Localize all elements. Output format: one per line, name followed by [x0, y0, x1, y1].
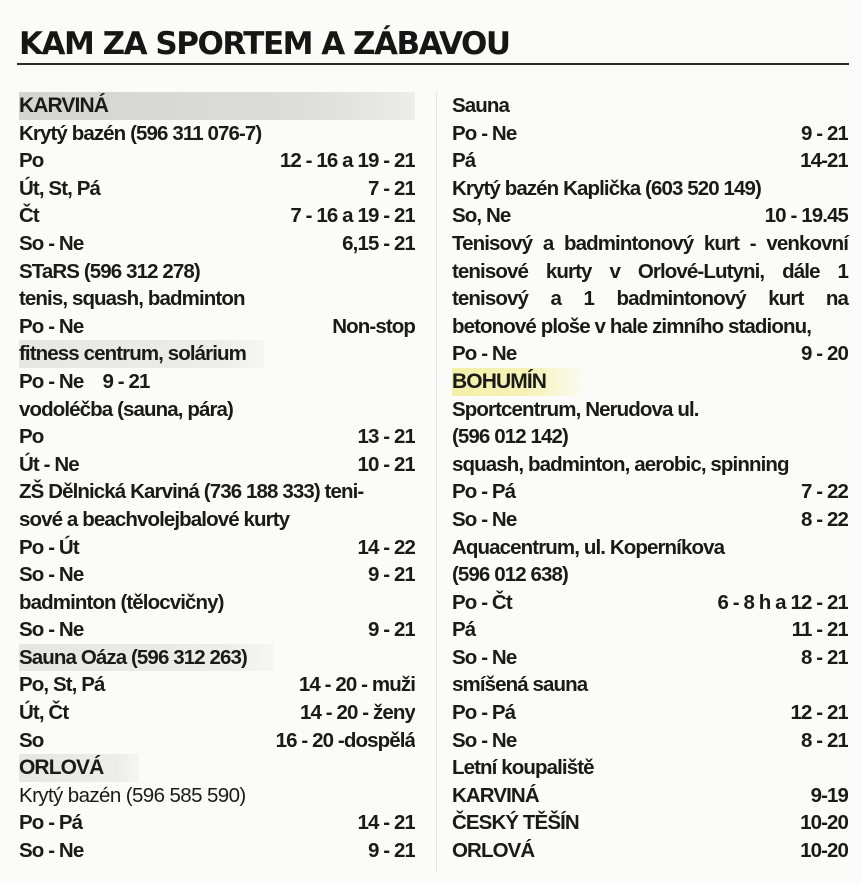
venue-title: sové a beachvolejbalové kurty	[19, 507, 290, 531]
venue-title: Krytý bazén (596 585 590)	[19, 783, 246, 807]
venue-title: Aquacentrum, ul. Koperníkova	[452, 535, 725, 559]
venue-subtitle: badminton (tělocvičny)	[19, 590, 224, 614]
schedule-row: Po - Ne 9 - 21	[452, 121, 848, 145]
schedule-row: So - Ne 6,15 - 21	[19, 231, 415, 255]
schedule-row: Út, St, Pá 7 - 21	[19, 176, 415, 200]
schedule-row: Po 13 - 21	[19, 425, 415, 449]
venue-title: STaRS (596 312 278)	[19, 259, 200, 283]
schedule-row: So - Ne 9 - 21	[19, 563, 415, 587]
page-title: KAM ZA SPORTEM A ZÁBAVOU	[19, 26, 510, 62]
schedule-row: Pá 14-21	[452, 149, 848, 173]
schedule-row: Út - Ne 10 - 21	[19, 452, 415, 476]
right-column	[452, 92, 848, 865]
venue-title: (596 012 142)	[452, 425, 568, 449]
venue-title-highlighted: Sauna Oáza (596 312 263)	[19, 644, 274, 672]
schedule-row: So 16 - 20 -dospělá	[19, 728, 415, 752]
schedule-row: So, Ne 10 - 19.45	[452, 204, 848, 228]
column-divider	[436, 92, 437, 872]
section-header-bohumin: BOHUMÍN	[452, 368, 582, 396]
schedule-row: KARVINÁ 9-19	[452, 783, 848, 807]
venue-subtitle-highlighted: fitness centrum, solárium	[19, 340, 264, 368]
venue-subtitle: smíšená sauna	[452, 673, 588, 697]
venue-title: Krytý bazén Kaplička (603 520 149)	[452, 176, 761, 200]
schedule-row: So - Ne 9 - 21	[19, 618, 415, 642]
schedule-row: ČESKÝ TĚŠÍN 10-20	[452, 811, 848, 835]
schedule-row: So - Ne 9 - 21	[19, 839, 415, 863]
schedule-row: Po 12 - 16 a 19 - 21	[19, 149, 415, 173]
schedule-row: Út, Čt 14 - 20 - ženy	[19, 701, 415, 725]
schedule-row: So - Ne 8 - 21	[452, 728, 848, 752]
schedule-row: Čt 7 - 16 a 19 - 21	[19, 204, 415, 228]
venue-description: Tenisový a badmintonový kurt - venkovní tenisové kurty v Orlové-Lutyni, dále 1 tenisový a 1 badmintonový kurt na betonové ploše v hale zimního stadionu,	[452, 231, 848, 338]
schedule-row: So - Ne 8 - 21	[452, 645, 848, 669]
venue-title: Sportcentrum, Nerudova ul.	[452, 397, 699, 421]
schedule-row: So - Ne 8 - 22	[452, 507, 848, 531]
left-column	[19, 92, 415, 865]
venue-title: Letní koupaliště	[452, 756, 594, 780]
schedule-row: Po, St, Pá 14 - 20 - muži	[19, 673, 415, 697]
venue-subtitle: vodoléčba (sauna, pára)	[19, 397, 233, 421]
schedule-row: Po - Pá 14 - 21	[19, 811, 415, 835]
title-rule	[17, 63, 849, 65]
venue-title: Krytý bazén (596 311 076-7)	[19, 121, 262, 145]
section-header-karvina: KARVINÁ	[19, 92, 415, 120]
schedule-row: ORLOVÁ 10-20	[452, 839, 848, 863]
schedule-row: Po - Ne 9 - 21	[19, 369, 150, 393]
venue-subtitle: tenis, squash, badminton	[19, 287, 245, 311]
venue-title: (596 012 638)	[452, 563, 568, 587]
schedule-row: Po - Pá 12 - 21	[452, 701, 848, 725]
venue-subtitle: squash, badminton, aerobic, spinning	[452, 452, 789, 476]
schedule-row: Po - Ne Non-stop	[19, 314, 415, 338]
schedule-row: Pá 11 - 21	[452, 618, 848, 642]
schedule-row: Po - Ne 9 - 20	[452, 342, 848, 366]
venue-title: Sauna	[452, 94, 510, 117]
schedule-row: Po - Čt 6 - 8 h a 12 - 21	[452, 590, 848, 614]
schedule-row: Po - Út 14 - 22	[19, 535, 415, 559]
section-header-orlova: ORLOVÁ	[19, 754, 139, 782]
venue-title: ZŠ Dělnická Karviná (736 188 333) teni-	[19, 480, 364, 504]
schedule-row: Po - Pá 7 - 22	[452, 480, 848, 504]
